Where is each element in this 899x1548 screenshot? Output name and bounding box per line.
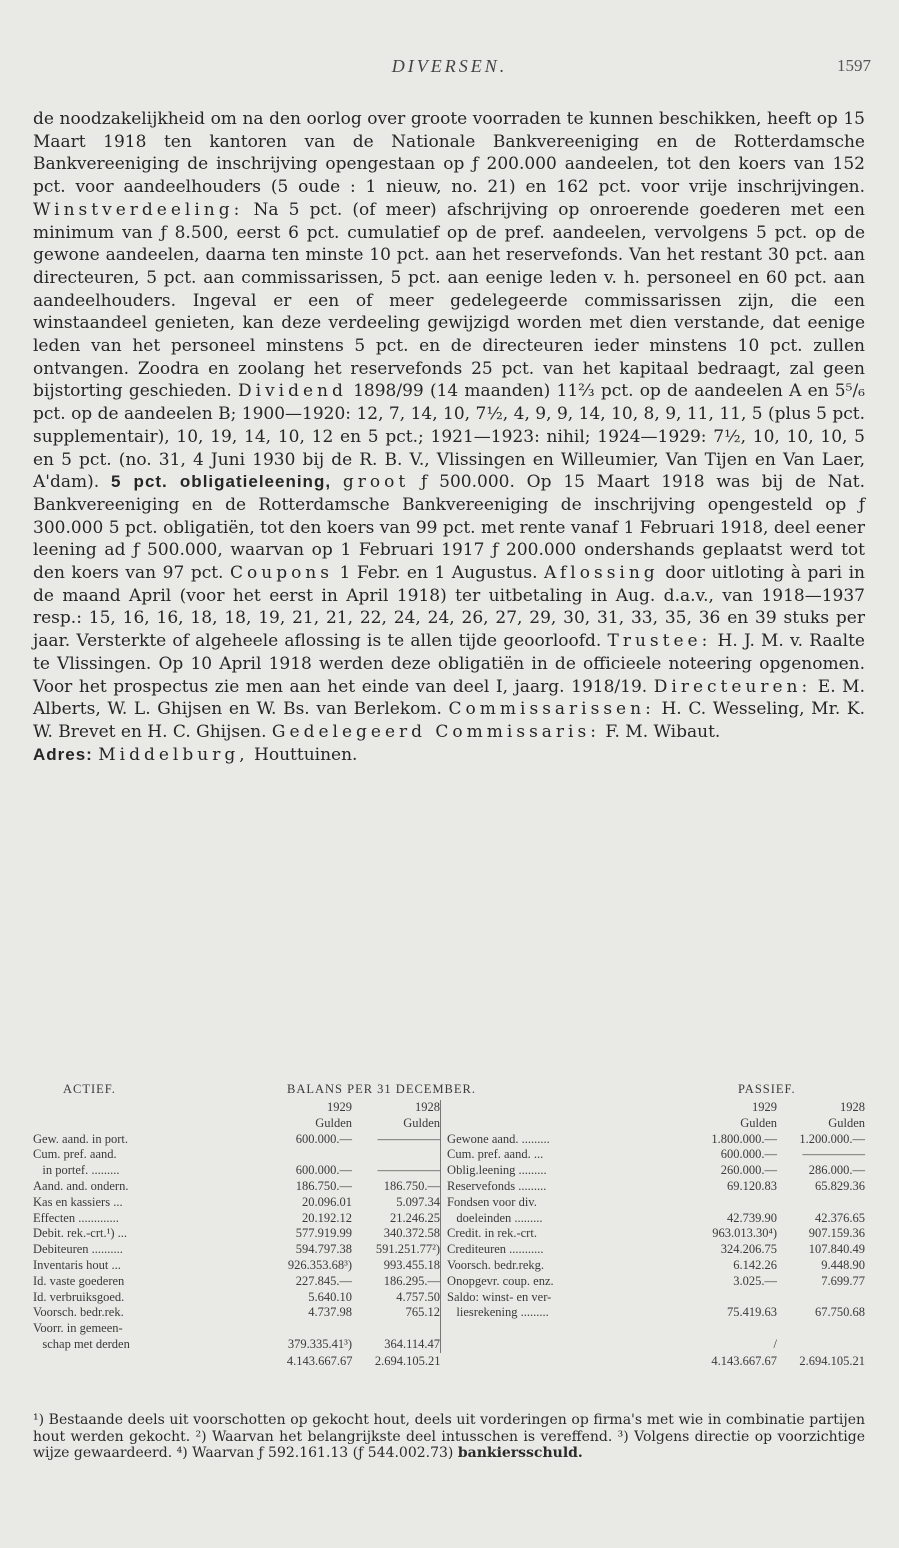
- unit-label: Gulden: [828, 1115, 865, 1130]
- row-label: Oblig.leening .........: [447, 1163, 547, 1178]
- balance-row: [33, 1337, 440, 1353]
- balance-row: [33, 1305, 440, 1321]
- text-segment: E. M. Alberts, W. L. Ghijsen en W. Bs. van Berlekom.: [33, 676, 865, 720]
- balance-row: [447, 1290, 865, 1306]
- text-segment: [331, 472, 343, 492]
- year-1928: 1928: [415, 1100, 441, 1114]
- value-1929: 3.025.—: [733, 1273, 777, 1288]
- value-1929: 577.919.99: [295, 1226, 353, 1241]
- value-1929: 20.096.01: [302, 1194, 353, 1209]
- passief-rows: [447, 1132, 865, 1353]
- section-title: DIVERSEN.: [391, 56, 508, 76]
- value-1929: [262, 1147, 352, 1163]
- row-label: Onopgevr. coup. enz.: [447, 1273, 554, 1288]
- value-1929: 186.750.—: [295, 1178, 353, 1193]
- balance-row: [447, 1242, 865, 1258]
- heading-trustee: Trustee:: [607, 631, 712, 652]
- row-label: in portef. .........: [33, 1163, 120, 1178]
- text-segment: 1898/99 (14 maanden) 11⅔ pct. op de aandeelen A en 5⁵/₆ pct. op de aandeelen B; 1900—1920: 12, 7, 14, 10, 7½, 4, 9, 9, 14, 10, 8, 9, 11, 11, 5 (plus 5 pct. supplementair), 10, 19, 14, 10, 12 en 5 pct.; 1921—1923: nihil; 1924—1929: 7½, 10, 10, 10, 5 en 5 pct. (no. 31, 4 Juni 1930 bij de R. B. V., Vlissingen en Willeumier, Van Tijen en Van Laer, A'dam).: [33, 381, 865, 493]
- value-1928: —————: [802, 1147, 865, 1162]
- balance-row: [33, 1179, 440, 1195]
- footnote-text: ¹) Bestaande deels uit voorschotten op gekocht hout, deels uit vorderingen op firma's met wie in combinatie partijen hout werden gekocht. ²) Waarvan het belangrijkste deel intusschen is vereffend. ³) Volgens directie op voorzichtige wijze gewaardeerd. ⁴) Waarvan ƒ 592.161.13 (ƒ 544.002.73): [33, 1412, 865, 1461]
- year-1928: 1928: [840, 1100, 865, 1114]
- value-1929: 594.797.38: [295, 1242, 353, 1257]
- balance-row: [447, 1226, 865, 1242]
- value-1928: 5.097.34: [396, 1194, 441, 1209]
- unit-label: Gulden: [315, 1115, 353, 1130]
- unit-label: Gulden: [740, 1115, 777, 1130]
- row-label: Credit. in rek.-crt.: [447, 1226, 537, 1241]
- unit-row: [33, 1116, 440, 1132]
- value-1929: 600.000.—: [295, 1163, 353, 1178]
- value-1929: [687, 1321, 777, 1337]
- value-1928: 7.699.77: [821, 1273, 865, 1288]
- actief-column: [33, 1100, 441, 1353]
- value-1928: 993.455.18: [383, 1257, 441, 1272]
- balance-row: [447, 1321, 865, 1337]
- body-text: [33, 108, 865, 766]
- heading-gedelegeerd: Gedelegeerd Commissaris:: [271, 721, 600, 742]
- text-segment: Na 5 pct. (of meer) afschrijving op onroerende goederen met een minimum van ƒ 8.500, eerst 6 pct. cumulatief op de pref. aandeelen, vervolgens 5 pct. op de gewone aandeelen, daarna ten minste 10 pct. aan het reservefonds. Van het restant 30 pct. aan directeuren, 5 pct. aan commissarissen, 5 pct. aan eenige leden v. h. personeel en 60 pct. aan aandeelhouders. Ingeval er een of meer gedelegeerde commissarissen zijn, die een winstaandeel genieten, kan deze verdeeling gewijzigd worden met dien verstande, dat eenige leden van het personeel minstens 5 pct. en de directeuren ieder minstens 10 pct. zullen ontvangen. Zoodra en zoolang het reservefonds 25 pct. van het kapitaal bedraagt, zal geen bijstorting geschieden.: [33, 199, 865, 402]
- heading-adres: Adres:: [33, 744, 93, 764]
- heading-obligatieleening: 5 pct. obligatieleening,: [110, 472, 332, 492]
- text-segment: door uitloting à pari in de maand April (voor het eerst in April 1918) ter uitbetaling in Aug. d.a.v., van 1918—1937 resp.: 15, 16, 16, 18, 18, 19, 21, 21, 22, 24, 24, 26, 27, 29, 30, 31, 33, 35, 36 en 39 stuks per jaar. Versterkte of algeheele aflossing is te allen tijde geoorloofd.: [33, 563, 865, 652]
- row-label: Effecten .............: [33, 1210, 119, 1225]
- actief-rows: [33, 1132, 440, 1353]
- row-label: doeleinden .........: [447, 1210, 543, 1225]
- balance-columns: [33, 1100, 865, 1353]
- total-passief-1928: 2.694.105.21: [799, 1353, 865, 1368]
- footnote-bold: bankiersschuld.: [457, 1445, 583, 1461]
- value-1929: [687, 1290, 777, 1306]
- value-1928: 4.757.50: [396, 1289, 441, 1304]
- balance-row: [447, 1211, 865, 1227]
- value-1928: —————: [377, 1131, 441, 1146]
- value-1929: 227.845.—: [295, 1273, 353, 1288]
- row-label: liesrekening .........: [447, 1305, 549, 1320]
- value-1928: 286.000.—: [808, 1163, 865, 1178]
- row-label: Debiteuren ..........: [33, 1242, 123, 1257]
- passief-column: [441, 1100, 865, 1353]
- value-1929: [262, 1321, 352, 1337]
- value-1928: [777, 1290, 865, 1306]
- unit-row: [447, 1116, 865, 1132]
- page-number: 1597: [837, 56, 871, 75]
- value-1929: /: [773, 1336, 777, 1351]
- value-1928: 907.159.36: [808, 1226, 865, 1241]
- row-label: Saldo: winst- en ver-: [447, 1289, 552, 1304]
- balance-row: [33, 1163, 440, 1179]
- balance-row: [33, 1132, 440, 1148]
- passief-totals: [441, 1353, 865, 1369]
- balance-row: [33, 1211, 440, 1227]
- value-1929: 69.120.83: [727, 1178, 777, 1193]
- value-1929: [687, 1195, 777, 1211]
- total-actief-1929: 4.143.667.67: [286, 1353, 353, 1368]
- value-1928: [777, 1337, 865, 1353]
- actief-label: ACTIEF.: [63, 1082, 116, 1096]
- value-1928: 21.246.25: [390, 1210, 441, 1225]
- value-1928: 9.448.90: [821, 1257, 865, 1272]
- value-1929: 963.013.30⁴): [712, 1226, 777, 1241]
- value-1928: 765.12: [405, 1305, 441, 1320]
- value-1929: 1.800.000.—: [711, 1131, 777, 1146]
- row-label: Debit. rek.-crt.¹) ...: [33, 1226, 127, 1241]
- value-1928: 340.372.58: [383, 1226, 441, 1241]
- heading-groot: groot: [342, 472, 410, 493]
- text-segment: H. C. Wesseling, Mr. K. W. Brevet en H. C. Ghijsen.: [33, 699, 865, 742]
- balance-row: [33, 1290, 440, 1306]
- balance-title: BALANS PER 31 DECEMBER.: [287, 1082, 476, 1096]
- heading-coupons: Coupons: [230, 563, 333, 584]
- row-label: Voorsch. bedr.rekg.: [447, 1257, 545, 1272]
- value-1929: 324.206.75: [720, 1242, 777, 1257]
- heading-dividend: Dividend: [237, 381, 347, 402]
- row-label: [447, 1337, 687, 1353]
- heading-directeuren: Directeuren:: [653, 676, 812, 697]
- text-segment: F. M. Wibaut.: [599, 721, 721, 742]
- value-1929: 4.737.98: [308, 1305, 353, 1320]
- value-1928: —————: [377, 1163, 441, 1178]
- balance-row: [33, 1321, 440, 1337]
- balance-row: [447, 1179, 865, 1195]
- value-1928: 107.840.49: [808, 1242, 865, 1257]
- actief-totals: [33, 1353, 441, 1369]
- text-segment: Houttuinen.: [248, 744, 358, 765]
- balance-header: [33, 1082, 865, 1100]
- year-1929: 1929: [752, 1100, 777, 1114]
- value-1929: 42.739.90: [727, 1210, 777, 1225]
- value-1929: 20.192.12: [302, 1210, 353, 1225]
- balance-row: [33, 1274, 440, 1290]
- row-label: Id. verbruiksgoed.: [33, 1289, 125, 1304]
- value-1929: 260.000.—: [720, 1163, 777, 1178]
- running-header: [0, 56, 899, 86]
- row-label: Aand. and. ondern.: [33, 1178, 129, 1193]
- value-1928: 42.376.65: [815, 1210, 865, 1225]
- value-1928: [777, 1195, 865, 1211]
- value-1929: 926.353.68³): [287, 1257, 353, 1272]
- value-1928: 65.829.36: [815, 1178, 865, 1193]
- value-1929: 6.142.26: [733, 1257, 777, 1272]
- balance-row: [447, 1163, 865, 1179]
- total-actief-1928: 2.694.105.21: [374, 1353, 441, 1368]
- row-label: Fondsen voor div.: [447, 1194, 537, 1209]
- value-1928: 1.200.000.—: [799, 1131, 865, 1146]
- heading-winstverdeeling: Winstverdeeling:: [33, 199, 244, 220]
- balance-row: [447, 1195, 865, 1211]
- text-segment: H. J. M. v. Raalte te Vlissingen. Op 10 April 1918 werden deze obligatiën in de officieele noteering opgenomen. Voor het prospectus zie men aan het einde van deel I, jaarg. 1918/19.: [33, 631, 865, 697]
- value-1928: [352, 1147, 440, 1163]
- row-label: Reservefonds .........: [447, 1178, 547, 1193]
- value-1928: [777, 1321, 865, 1337]
- balance-row: [447, 1147, 865, 1163]
- value-1928: 364.114.47: [384, 1336, 441, 1351]
- balance-row: [447, 1274, 865, 1290]
- value-1928: [352, 1321, 440, 1337]
- balance-row: [33, 1226, 440, 1242]
- value-1929: 379.335.41³): [287, 1336, 353, 1351]
- balance-row: [33, 1147, 440, 1163]
- value-1928: 67.750.68: [815, 1305, 865, 1320]
- row-label: Inventaris hout ...: [33, 1257, 121, 1272]
- passief-label: PASSIEF.: [738, 1082, 796, 1096]
- value-1929: 5.640.10: [308, 1289, 353, 1304]
- row-label: Cum. pref. aand.: [33, 1147, 117, 1162]
- value-1929: 600.000.—: [720, 1147, 777, 1162]
- row-label: Gewone aand. .........: [447, 1131, 550, 1146]
- row-label: Id. vaste goederen: [33, 1273, 125, 1288]
- row-label: Cum. pref. aand. ...: [447, 1147, 544, 1162]
- value-1928: 591.251.77²): [375, 1242, 441, 1257]
- heading-aflossing: Aflossing: [544, 563, 659, 584]
- heading-commissarissen: Commissarissen:: [448, 699, 655, 720]
- value-1928: 186.750.—: [383, 1178, 441, 1193]
- year-row: [447, 1100, 865, 1116]
- balance-row: [33, 1258, 440, 1274]
- balance-row: [447, 1132, 865, 1148]
- text-segment: ƒ 500.000. Op 15 Maart 1918 was bij de Nat. Bankvereeniging en de Rotterdamsche Bankvereeniging de inschrijving opengesteld op ƒ 300.000 5 pct. obligatiën, tot den koers van 99 pct. met rente vanaf 1 Februari 1918, deel eener leening ad ƒ 500.000, waarvan op 1 Februari 1917 ƒ 200.000 ondershands geplaatst werd tot den koers van 97 pct.: [33, 472, 866, 584]
- total-passief-1929: 4.143.667.67: [711, 1353, 777, 1368]
- balance-row: [447, 1305, 865, 1321]
- row-label: [447, 1321, 687, 1337]
- value-1929: 600.000.—: [295, 1131, 353, 1146]
- balance-row: [447, 1258, 865, 1274]
- value-1928: 186.295.—: [383, 1273, 441, 1288]
- row-label: Crediteuren ...........: [447, 1242, 544, 1257]
- year-1929: 1929: [327, 1100, 353, 1114]
- text-segment: 1 Febr. en 1 Augustus.: [332, 563, 545, 584]
- value-1929: 75.419.63: [727, 1305, 777, 1320]
- row-label: Voorsch. bedr.rek.: [33, 1305, 124, 1320]
- row-label: Voorr. in gemeen-: [33, 1321, 123, 1336]
- text-segment: de noodzakelijkheid om na den oorlog over groote voorraden te kunnen beschikken, heeft op 15 Maart 1918 ten kantoren van de Nationale Bankvereeniging en de Rotterdamsche Bankvereeniging de inschrijving opengestaan op ƒ 200.000 aandeelen, tot den koers van 152 pct. voor aandeelhouders (5 oude : 1 nieuw, no. 21) en 162 pct. voor vrije inschrijvingen.: [33, 109, 865, 198]
- unit-label: Gulden: [403, 1115, 441, 1130]
- row-label: Kas en kassiers ...: [33, 1194, 123, 1209]
- balance-row: [447, 1337, 865, 1353]
- city: Middelburg,: [98, 744, 249, 765]
- totals-row: [33, 1353, 865, 1369]
- row-label: schap met derden: [33, 1336, 130, 1351]
- balance-row: [33, 1242, 440, 1258]
- footnotes: [33, 1412, 865, 1462]
- row-label: Gew. aand. in port.: [33, 1131, 128, 1146]
- year-row: [33, 1100, 440, 1116]
- balance-sheet: [33, 1082, 865, 1369]
- balance-row: [33, 1195, 440, 1211]
